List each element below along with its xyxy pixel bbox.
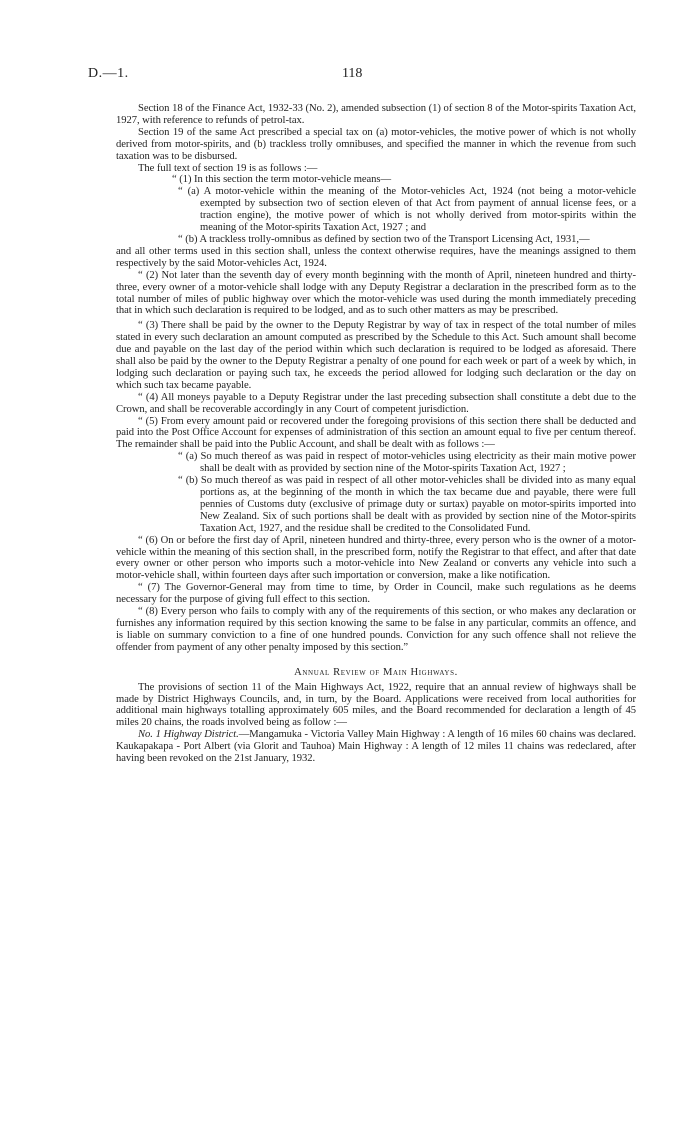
subsection-5: “ (5) From every amount paid or recovered under the foregoing provisions of this section there shall be deducted and paid into the Post Office Account for expenses of administration of this section an amount equal to five per centum thereof. The remainder shall be paid into the Public Account, and shall be dealt with as follows :—: [116, 415, 636, 451]
highway-district-label: No. 1 Highway District.: [138, 729, 239, 741]
document-body: [116, 103, 636, 765]
subsection-1-tail: and all other terms used in this section shall, unless the context otherwise requires, have the meanings assigned to them respectively by the said Motor-vehicles Act, 1924.: [116, 245, 636, 269]
highway-district-text: —Mangamuka - Victoria Valley Main Highway : A length of 16 miles 60 chains was declared. Kaukapakapa - Port Albert (via Glorit and Tauhoa) Main Highway : A length of 12 miles 11 chains was redeclared, after having been revoked on the 21st January, 1932.: [116, 729, 636, 765]
paragraph-full-text-intro: The full text of section 19 is as follows :—: [138, 162, 318, 174]
subsection-1-intro: “ (1) In this section the term motor-vehicle means—: [172, 174, 392, 186]
paragraph-highway-district-1: [116, 729, 636, 765]
section-heading-annual-review: Annual Review of Main Highways.: [294, 666, 458, 678]
subsection-1-clause-b: “ (b) A trackless trolly-omnibus as defined by section two of the Transport Licensing Act, 1931,—: [178, 233, 590, 245]
subsection-7: “ (7) The Governor-General may from time to time, by Order in Council, make such regulations as he deems necessary for the purpose of giving full effect to this section.: [116, 582, 636, 606]
subsection-6: “ (6) On or before the first day of April, nineteen hundred and thirty-three, every person who is the owner of a motor-vehicle within the meaning of this section shall, in the prescribed form, notify the Registrar to that effect, and after that date every owner or other person who imports such a motor-vehicle into New Zealand or converts any vehicle into such a motor-vehicle shall, within fourteen days after such importation or conversion, make a like notification.: [116, 534, 636, 582]
paragraph-finance-act-s19: Section 19 of the same Act prescribed a special tax on (a) motor-vehicles, the motive power of which is not wholly derived from motor-spirits, and (b) trackless trolly omnibuses, and specified the manner in which the revenue from such taxation was to be disbursed.: [116, 126, 636, 162]
page-number: 118: [342, 66, 363, 81]
document-reference: D.—1.: [88, 66, 129, 81]
subsection-2: “ (2) Not later than the seventh day of every month beginning with the month of April, nineteen hundred and thirty-three, every owner of a motor-vehicle shall lodge with any Deputy Registrar a declaration in the prescribed form as to the total number of miles of public highway over which the motor-vehicle was used during the month immediately preceding that in which such declaration is required to be lodged, and as to such other matters as may be prescribed.: [116, 269, 636, 317]
subsection-8: “ (8) Every person who fails to comply with any of the requirements of this section, or who makes any declaration or furnishes any information required by this section knowing the same to be false in any particular, commits an offence, and is liable on summary conviction to a fine of one hundred pounds. Conviction for any such offence shall not relieve the offender from payment of any other penalty imposed by this section.”: [116, 606, 636, 653]
paragraph-annual-review: The provisions of section 11 of the Main Highways Act, 1922, require that an annual review of highways shall be made by District Highways Councils, and, in turn, by the Board. Applications were received from local authorities for additional main highways totalling approximately 605 miles, and the Board recommended for declaration a length of 45 miles 20 chains, the roads involved being as follow :—: [116, 681, 636, 729]
subsection-5-clause-b: “ (b) So much thereof as was paid in respect of all other motor-vehicles shall be divided into as many equal portions as, at the beginning of the month in which the tax became due and payable, there were full pennies of Customs duty (exclusive of primage duty or surtax) payable on motor-spirits imported into New Zealand. Six of such portions shall be dealt with as provided by section nine of the Motor-spirits Taxation Act, 1927, and the residue shall be credited to the Consolidated Fund.: [178, 475, 636, 534]
subsection-4: “ (4) All moneys payable to a Deputy Registrar under the last preceding subsection shall constitute a debt due to the Crown, and shall be recoverable accordingly in any Court of competent jurisdiction.: [116, 391, 636, 415]
subsection-1-clause-a: “ (a) A motor-vehicle within the meaning of the Motor-vehicles Act, 1924 (not being a motor-vehicle exempted by subsection two of section eleven of that Act from payment of annual license fees, or a traction engine), the motive power of which is not wholly derived from motor-spirits within the meaning of the Motor-spirits Taxation Act, 1927 ; and: [178, 186, 636, 234]
paragraph-finance-act-s18: Section 18 of the Finance Act, 1932-33 (No. 2), amended subsection (1) of section 8 of the Motor-spirits Taxation Act, 1927, with reference to refunds of petrol-tax.: [116, 103, 636, 126]
subsection-5-clause-a: “ (a) So much thereof as was paid in respect of motor-vehicles using electricity as their main motive power shall be dealt with as provided by section nine of the Motor-spirits Taxation Act, 1927 ;: [178, 451, 636, 475]
subsection-3: “ (3) There shall be paid by the owner to the Deputy Registrar by way of tax in respect of the total number of miles stated in every such declaration an amount computed as prescribed by the Schedule to this Act. Such amount shall become due and payable on the last day of the period within which such declaration is required to be lodged as aforesaid. There shall also be paid by the owner to the Deputy Registrar a penalty of one pound for each week or part of a week by which, in lodging such declaration or paying such tax, he exceeds the period allowed for lodging such declaration or the day on which such tax became payable.: [116, 320, 636, 391]
